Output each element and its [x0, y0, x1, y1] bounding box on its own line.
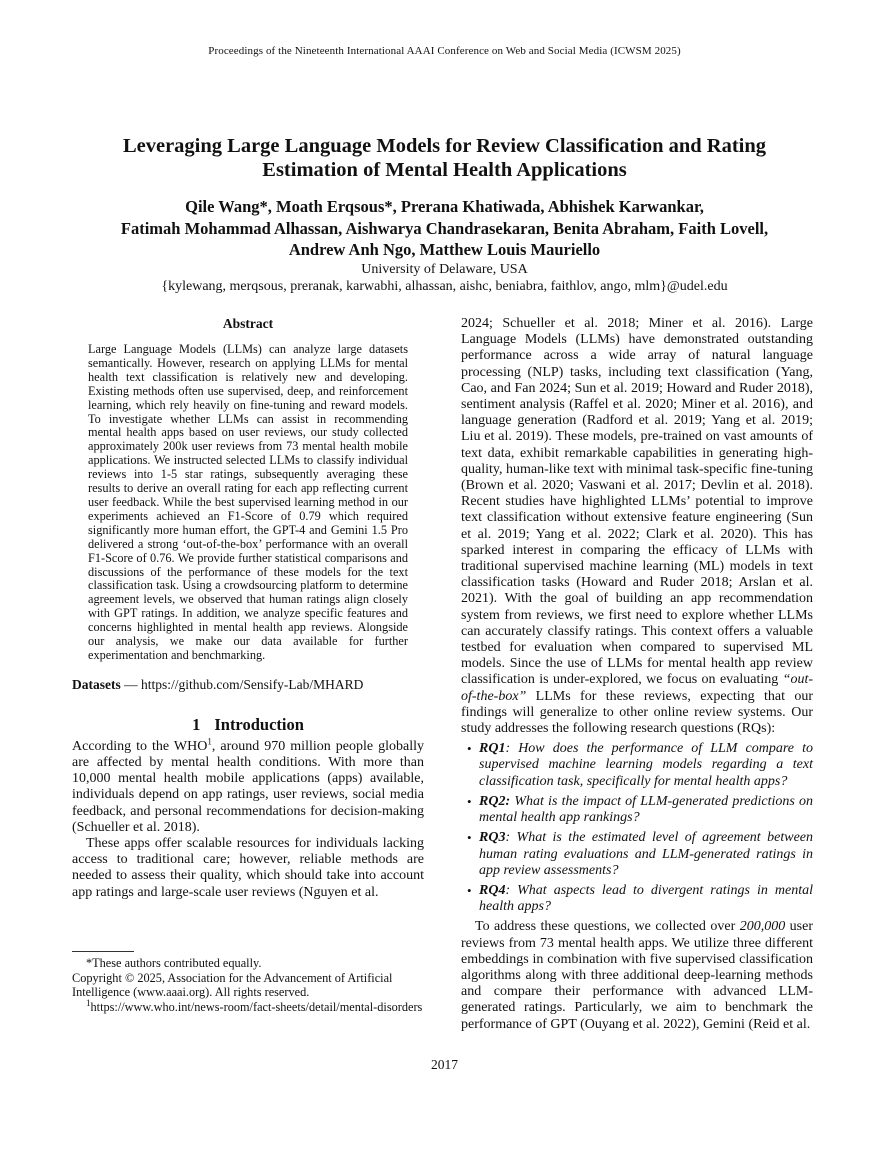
right-paragraph-1 — [461, 316, 813, 737]
left-column — [72, 316, 424, 901]
right-p2-text: To address these questions, we collected over — [475, 919, 740, 935]
rq-id: RQ3 — [479, 830, 506, 846]
footnote-1-number: 1 — [86, 997, 91, 1008]
datasets-line — [72, 677, 424, 693]
running-header: Proceedings of the Nineteenth International AAAI Conference on Web and Social Media (ICWSM 2025) — [208, 45, 681, 57]
rq-id: RQ1 — [479, 741, 506, 757]
footnote-ref-1[interactable]: 1 — [207, 736, 212, 747]
right-column — [461, 316, 813, 1033]
right-p1-italic: “out-of-the-box” — [461, 672, 814, 704]
page-number: 2017 — [431, 1057, 458, 1072]
bullet-icon: • — [467, 741, 472, 757]
author-line-1: Qile Wang*, Moath Erqsous*, Prerana Khatiwada, Abhishek Karwankar, — [185, 197, 704, 216]
footnote-1 — [72, 997, 424, 1015]
author-list — [40, 196, 849, 261]
right-p1-text: 2024; Schueller et al. 2018; Miner et al. 2016). Large Language Models (LLMs) have demonstrated outstanding performance across a wide array of natural language processing (NLP) tasks, including text classification (Yang, Cao, and Fan 2024; Sun et al. 2019; Howard and Ruder 2018), sentiment analysis (Raffel et al. 2020; Miner et al. 2016), and language generation (Radford et al. 2019; Yang et al. 2019; Liu et al. 2019). These models, pre-trained on vast amounts of text data, exhibit remarkable capabilities in generating high-quality, human-like text with minimal task-specific fine-tuning (Brown et al. 2020; Vaswani et al. 2017; Devlin et al. 2018). Recent studies have highlighted LLMs’ potential to improve text classification without extensive feature engineering (Sun et al. 2019; Yang et al. 2022; Clark et al. 2020). This has sparked interest in comparing the efficacy of LLMs with traditional supervised machine learning (ML) models in text classification tasks (Howard and Ruder 2018; Arslan et al. 2021). With the goal of building an app recommendation system from reviews, we first need to explore whether LLMs can accurately classify ratings. This context offers a valuable testbed for evaluation when compared to supervised ML models. Since the use of LLMs for mental health app review classification is under-explored, we focus on evaluating — [461, 316, 813, 688]
right-p2-text-cont: user reviews from 73 mental health apps. We utilize three different embeddings in combination with five supervised classification algorithms along with three additional deep-learning methods and compare their performance with advanced LLM-generated ratings. Particularly, we aim to benchmark the performance of GPT (Ouyang et al. 2022), Gemini (Reid et al. — [461, 919, 813, 1032]
list-item — [461, 883, 813, 915]
datasets-separator: — — [120, 676, 141, 692]
author-line-3: Andrew Anh Ngo, Matthew Louis Mauriello — [288, 240, 601, 259]
right-p2-italic: 200,000 — [739, 919, 786, 935]
list-item — [461, 830, 813, 879]
bullet-icon: • — [467, 793, 472, 809]
research-questions-list — [461, 741, 813, 915]
bullet-icon: • — [467, 830, 472, 846]
affiliation-block — [40, 261, 849, 295]
title-line-1: Leveraging Large Language Models for Review Classification and Rating — [122, 135, 767, 157]
rq-id: RQ4 — [479, 882, 506, 898]
abstract-text: Large Language Models (LLMs) can analyze large datasets semantically. However, research on applying LLMs for mental health text classification is relatively new and developing. Existing methods often use supervised, deep, and reinforcement learning, which rely heavily on fine-tuning and reward models. To investigate whether LLMs can assist in recommending mental health apps based on user reviews, our study collected approximately 200k user reviews from 73 mental health mobile applications. We instructed selected LLMs to classify individual reviews into 1-5 star ratings, subsequently averaging these results to derive an overall rating for each app reflecting current user feedback. While the best supervised learning method in our experiments achieved an F1-Score of 0.79 which required significantly more human effort, the GPT-4 and Gemini 1.5 Pro delivered a strong ‘out-of-the-box’ performance with an overall F1-Score of 0.76. We provide further statistical comparisons and discussions of the performance of these models for the text classification task. Using a crowdsourcing platform to determine agreement levels, we observed that human ratings align closely with GPT ratings. In addition, we analyze specific features and concerns highlighted in mental health app reviews. Alongside our analysis, we make our data available for further experimentation and benchmarking. — [88, 342, 408, 662]
paper-title — [60, 134, 829, 182]
rq-text: What is the impact of LLM-generated predictions on mental health app rankings? — [479, 793, 813, 826]
datasets-link[interactable]: https://github.com/Sensify-Lab/MHARD — [141, 676, 364, 692]
datasets-label: Datasets — [72, 676, 121, 692]
footnote-rule — [72, 951, 134, 952]
section-title: Introduction — [214, 714, 304, 734]
intro-p1-text-cont: , around 970 million people globally are affected by mental health conditions. With more than 10,000 mental health mobile applications (apps) available, individuals depend on app ratings, user reviews, social media feedback, and personal recommendations for decision-making (Schueller et al. 2018). — [72, 738, 424, 835]
footnote-1-url[interactable]: https://www.who.int/news-room/fact-sheets/detail/mental-disorders — [90, 999, 423, 1014]
intro-p1-text: According to the WHO — [72, 738, 208, 754]
section-number: 1 — [192, 714, 201, 734]
section-heading-introduction — [72, 715, 424, 735]
affiliation: University of Delaware, USA — [361, 262, 528, 277]
list-item — [461, 741, 813, 790]
footnotes — [72, 951, 424, 1014]
right-p1-end: LLMs for these reviews, expecting that our findings will generalize to other online review systems. Our study addresses the following research questions (RQs): — [461, 688, 813, 737]
right-paragraph-2 — [461, 919, 813, 1032]
abstract-heading: Abstract — [222, 316, 274, 331]
author-emails: {kylewang, merqsous, preranak, karwabhi, alhassan, aishc, beniabra, faithlov, ango, mlm}@udel.edu — [161, 279, 728, 294]
rq-id: RQ2: — [479, 793, 511, 809]
intro-paragraph-1 — [72, 736, 424, 836]
title-line-2: Estimation of Mental Health Applications — [262, 159, 627, 181]
bullet-icon: • — [467, 882, 472, 898]
author-line-2: Fatimah Mohammad Alhassan, Aishwarya Chandrasekaran, Benita Abraham, Faith Lovell, — [120, 218, 769, 238]
rq-text: : What aspects lead to divergent ratings in mental health apps? — [479, 882, 813, 915]
copyright-note: Copyright © 2025, Association for the Advancement of Artificial Intelligence (www.aaai.org). All rights reserved. — [72, 970, 393, 999]
rq-text: : How does the performance of LLM compare to supervised machine learning models regarding a text classification task, specifically for mental health apps? — [479, 741, 813, 789]
rq-text: : What is the estimated level of agreement between human rating evaluations and LLM-generated ratings in app review assessments? — [479, 830, 813, 878]
equal-contribution-note: *These authors contributed equally. — [86, 956, 262, 970]
list-item — [461, 794, 813, 826]
intro-paragraph-2: These apps offer scalable resources for individuals lacking access to traditional care; however, reliable methods are needed to assess their quality, which should take into account app ratings and large-scale user reviews (Nguyen et al. — [72, 836, 424, 900]
